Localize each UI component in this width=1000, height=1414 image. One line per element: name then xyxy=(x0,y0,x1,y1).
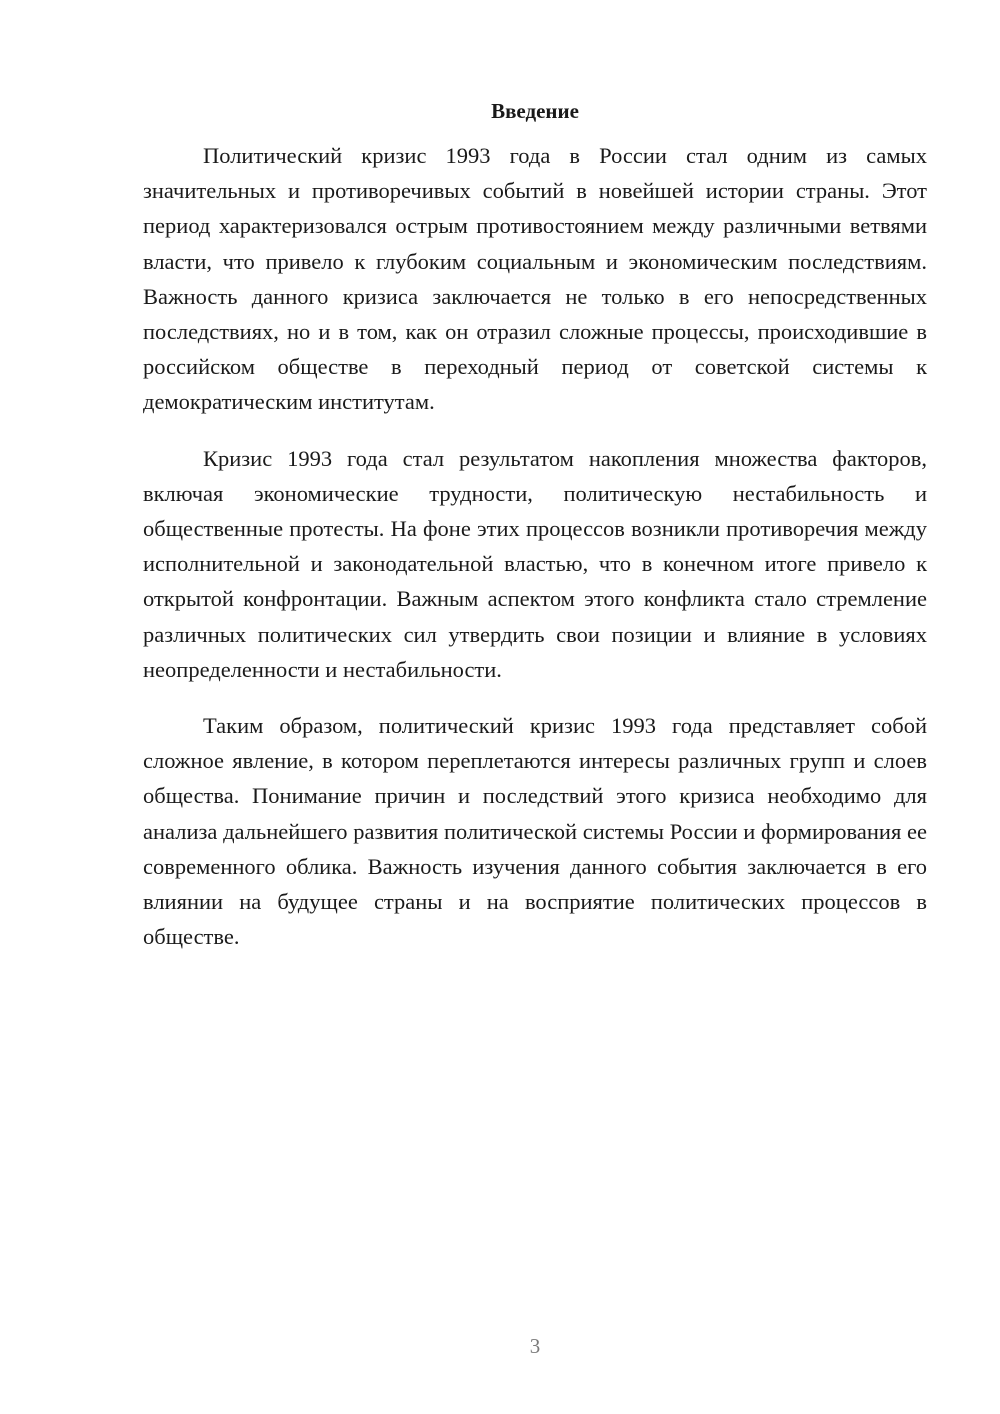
section-heading: Введение xyxy=(491,99,579,123)
page-number: 3 xyxy=(529,1334,541,1358)
paragraph-3: Таким образом, политический кризис 1993 года представляет собой сложное явление, в котором переплетаются интересы различных групп и слоев общества. Понимание причин и последствий этого кризиса необходимо для анализа дальнейшего развития политической системы России и формирования ее современного облика. Важность изучения данного события заключается в его влиянии на будущее страны и на восприятие политических процессов в обществе. xyxy=(143,713,927,950)
paragraph-1: Политический кризис 1993 года в России стал одним из самых значительных и противоречивых событий в новейшей истории страны. Этот период характеризовался острым противостоянием между различными ветвями власти, что привело к глубоким социальным и экономическим последствиям. Важность данного кризиса заключается не только в его непосредственных последствиях, но и в том, как он отразил сложные процессы, происходившие в российском обществе в переходный период от советской системы к демократическим институтам. xyxy=(143,143,927,415)
page-content xyxy=(143,96,927,975)
paragraph-2: Кризис 1993 года стал результатом накопления множества факторов, включая экономические трудности, политическую нестабильность и общественные протесты. На фоне этих процессов возникли противоречия между исполнительной и законодательной властью, что в конечном итоге привело к открытой конфронтации. Важным аспектом этого конфликта стало стремление различных политических сил утвердить свои позиции и влияние в условиях неопределенности и нестабильности. xyxy=(143,445,927,682)
